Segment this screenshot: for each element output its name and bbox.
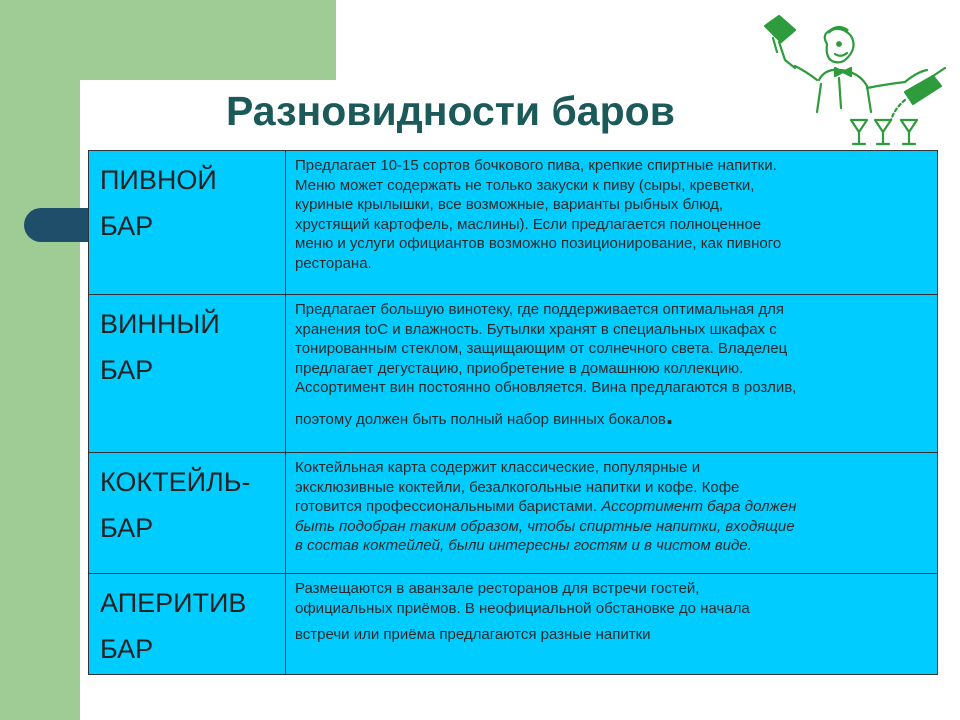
bar-name-line: БАР <box>100 634 154 664</box>
description-line: Меню может содержать не только закуски к пиву (сыры, креветки, <box>295 176 755 194</box>
description-line: эксклюзивные коктейли, безалкогольные напитки и кофе. Кофе <box>295 478 740 496</box>
bar-name-line: КОКТЕЙЛЬ- <box>100 467 251 497</box>
bar-name-line: БАР <box>100 355 154 385</box>
description-line: Предлагает 10-15 сортов бочкового пива, крепкие спиртные напитки. <box>295 157 777 174</box>
table-row <box>89 295 938 453</box>
table-row <box>89 151 938 295</box>
description-line: официальных приёмов. В неофициальной обстановке до начала <box>295 599 750 617</box>
bar-name-line: ВИННЫЙ <box>100 309 220 339</box>
bar-name-cell <box>89 574 286 675</box>
description-line: быть подобран таким образом, чтобы спиртные напитки, входящие <box>295 517 795 535</box>
description-text: поэтому должен быть полный набор винных бокалов <box>295 410 666 428</box>
bar-description-cell <box>286 295 938 453</box>
description-line: Ассортимент вин постоянно обновляется. Вина предлагаются в розлив, <box>295 379 797 397</box>
bar-name-line: БАР <box>100 211 154 241</box>
table-row <box>89 574 938 675</box>
description-line: Предлагает большую винотеку, где поддерживается оптимальная для <box>295 301 784 318</box>
bar-description-cell <box>286 151 938 295</box>
bar-name-cell <box>89 295 286 453</box>
bar-types-table <box>88 150 938 675</box>
bar-name-cell <box>89 453 286 574</box>
description-line: в состав коктейлей, были интересны гостям и в чистом виде. <box>295 537 752 555</box>
description-line <box>295 399 929 430</box>
bar-description-cell <box>286 453 938 574</box>
description-line: тонированным стеклом, защищающим от солнечного света. Владелец <box>295 340 788 358</box>
description-line: предлагает дегустацию, приобретение в домашнюю коллекцию. <box>295 359 744 377</box>
bar-description-cell <box>286 574 938 675</box>
description-line: Размещаются в аванзале ресторанов для встречи гостей, <box>295 580 700 597</box>
description-line: куриные крылышки, все возможные, варианты рыбных блюд, <box>295 196 724 214</box>
description-line: встречи или приёма предлагаются разные напитки <box>295 626 651 644</box>
description-line: хрустящий картофель, маслины). Если предлагается полноценное <box>295 215 762 233</box>
slide-title: Разновидности баров <box>226 88 675 134</box>
end-mark: . <box>665 399 674 430</box>
description-italic-text: Ассортимент бара должен <box>601 498 797 516</box>
decor-top-band <box>0 0 336 80</box>
table-row <box>89 453 938 574</box>
bar-name-line: АПЕРИТИВ <box>100 588 247 618</box>
decor-left-band <box>0 0 80 720</box>
bartender-icon <box>755 8 950 148</box>
bar-name-line: БАР <box>100 513 154 543</box>
description-line: меню и услуги официантов возможно позиционирование, как пивного <box>295 235 782 253</box>
description-text: готовится профессиональными баристами. <box>295 498 602 516</box>
bar-name-line: ПИВНОЙ <box>100 165 217 195</box>
description-line: ресторана. <box>295 254 372 272</box>
bar-name-cell <box>89 151 286 295</box>
description-line: хранения toC и влажность. Бутылки хранят в специальных шкафах с <box>295 320 777 338</box>
description-line: Коктейльная карта содержит классические, популярные и <box>295 459 701 476</box>
description-line <box>295 497 929 517</box>
